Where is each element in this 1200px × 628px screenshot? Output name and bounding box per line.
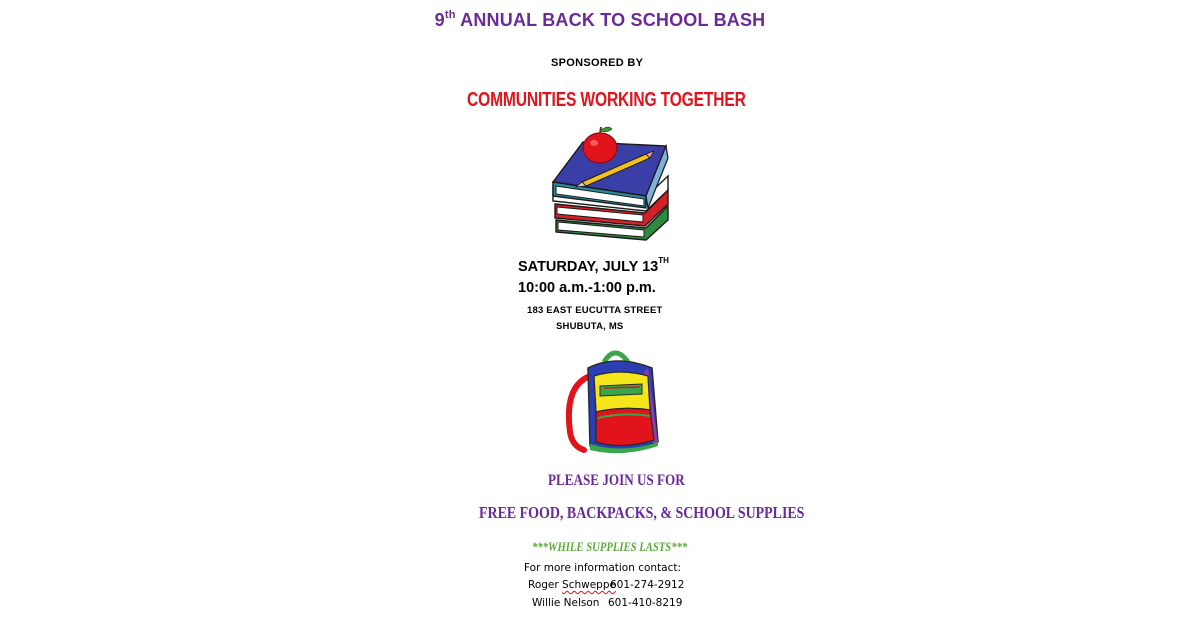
while-supplies-text: ***WHILE SUPPLIES LASTS*** xyxy=(532,539,688,554)
contact-first-name: Willie xyxy=(532,597,561,609)
books-icon xyxy=(550,124,672,242)
title-number: 9 xyxy=(434,10,445,30)
contact-label: For more information contact: xyxy=(524,562,682,574)
sponsored-by-label: SPONSORED BY xyxy=(551,57,644,69)
event-street: 183 EAST EUCUTTA STREET xyxy=(527,305,663,316)
backpack-icon xyxy=(560,346,670,456)
contact-name xyxy=(528,579,616,591)
date-text: SATURDAY, JULY 13 xyxy=(518,258,659,275)
contact-phone: 601-274-2912 xyxy=(610,579,685,591)
join-us-text: PLEASE JOIN US FOR xyxy=(548,472,685,489)
organization-name: COMMUNITIES WORKING TOGETHER xyxy=(467,89,746,111)
contact-last-name: Schweppe xyxy=(562,579,616,591)
date-suffix: TH xyxy=(658,256,669,265)
flyer-title xyxy=(0,10,1200,31)
contact-willie xyxy=(532,597,682,609)
contact-phone: 601-410-8219 xyxy=(608,597,683,609)
title-suffix: th xyxy=(444,9,456,21)
event-city: SHUBUTA, MS xyxy=(556,321,624,332)
event-time: 10:00 a.m.-1:00 p.m. xyxy=(518,280,656,296)
contact-first-name: Roger xyxy=(528,579,559,591)
title-rest: ANNUAL BACK TO SCHOOL BASH xyxy=(455,10,766,30)
contact-last-name: Nelson xyxy=(563,597,600,609)
contact-roger xyxy=(528,579,684,591)
event-date xyxy=(518,258,669,275)
offer-text: FREE FOOD, BACKPACKS, & SCHOOL SUPPLIES xyxy=(479,503,805,522)
contact-name xyxy=(532,597,608,609)
